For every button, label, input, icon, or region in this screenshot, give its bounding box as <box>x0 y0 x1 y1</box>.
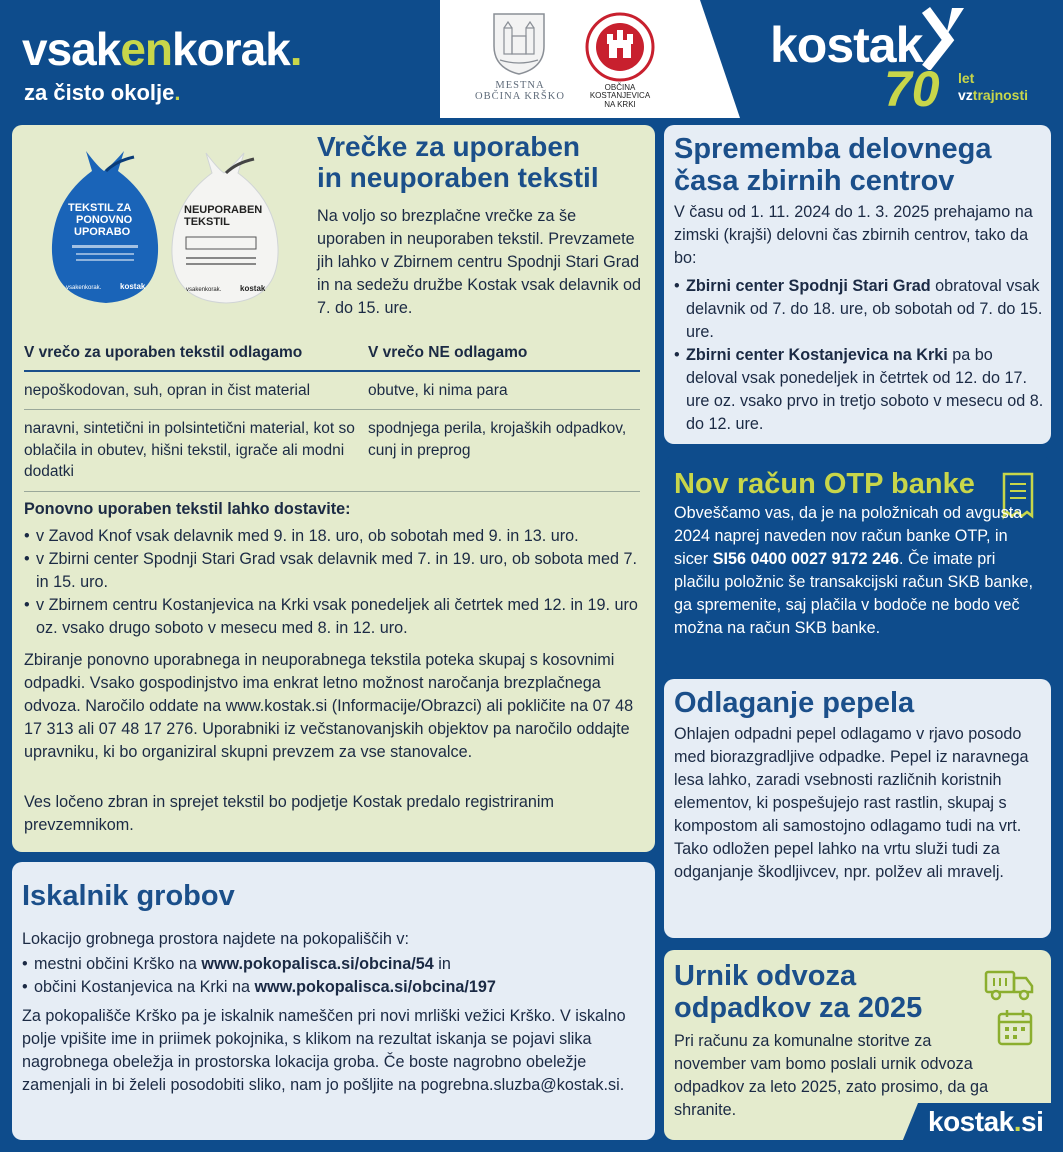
calendar-icon <box>996 1008 1036 1048</box>
list-item: • občini Kostanjevica na Krki na www.pokopalisca.si/obcina/197 <box>22 976 642 999</box>
delivery-list <box>24 525 644 640</box>
otp-bank-card <box>664 456 1051 667</box>
ash-disposal-card <box>664 679 1051 938</box>
grave-finder-card <box>12 862 655 1140</box>
svg-text:UPORABO: UPORABO <box>74 226 131 238</box>
kostak-logo: kostak <box>770 17 923 73</box>
campaign-logo: vsakenkorak. <box>22 23 302 75</box>
svg-text:NEUPORABEN: NEUPORABEN <box>184 204 263 216</box>
working-hours-card <box>664 125 1051 444</box>
svg-text:vsakenkorak.: vsakenkorak. <box>186 287 222 293</box>
anniversary-number: 70 <box>884 61 940 117</box>
working-hours-title: Sprememba delovnega časa zbirnih centrov <box>674 133 992 198</box>
table-cell: nepoškodovan, suh, opran in čist material <box>24 382 311 399</box>
textile-card-title: Vrečke za uporaben in neuporaben tekstil <box>317 131 599 194</box>
ash-disposal-title: Odlaganje pepela <box>674 687 915 719</box>
list-item: • v Zavod Knof vsak delavnik med 9. in 18. uro, ob sobotah med 9. in 13. uro. <box>24 525 644 548</box>
textile-bags-card <box>12 125 655 852</box>
kostanjevica-municipality-label: OBČINA KOSTANJEVICA NA KRKI <box>589 83 651 109</box>
svg-text:TEKSTIL ZA: TEKSTIL ZA <box>68 202 132 214</box>
table-header-not-accepted: V vrečo NE odlagamo <box>368 344 528 361</box>
list-item: • v Zbirnem centru Kostanjevica na Krki vsak ponedeljek ali četrtek med 12. in 19. uro oz. vsako drugo soboto v mesecu med 8. in 12. uro. <box>24 594 644 640</box>
kostak-website-link[interactable]: kostak.si <box>928 1106 1044 1137</box>
collection-schedule-text: Pri računu za komunalne storitve za november vam bomo poslali urnik odvoza odpadkov za leto 2025, zato prosimo, da ga shranite. <box>674 1032 989 1119</box>
delivery-title: Ponovno uporaben tekstil lahko dostavite: <box>24 500 351 518</box>
textile-delivery-section <box>24 498 644 640</box>
otp-bank-title: Nov račun OTP banke <box>674 468 975 500</box>
krsko-municipality-label: MESTNA OBČINA KRŠKO <box>475 80 565 103</box>
list-item: • v Zbirni center Spodnji Stari Grad vsak delavnik med 7. in 19. uro, ob sobota med 7. in 15. uro. <box>24 548 644 594</box>
list-item: • Zbirni center Kostanjevica na Krki pa bo deloval vsak ponedeljek in četrtek od 12. do 17. ure oz. vsako prvo in tretjo soboto v mesecu od 8. do 12. ure. <box>674 344 1044 436</box>
kostanjevica-cemetery-link[interactable]: www.pokopalisca.si/obcina/197 <box>254 978 496 996</box>
list-item: • Zbirni center Spodnji Stari Grad obratoval vsak delavnik od 7. do 18. ure, ob sobotah od 7. do 15. ure. <box>674 275 1044 344</box>
reusable-textile-bag-icon <box>46 149 164 307</box>
grave-finder-list <box>22 953 642 999</box>
svg-text:PONOVNO: PONOVNO <box>76 214 133 226</box>
textile-intro-text: Na voljo so brezplačne vrečke za še uporaben in neuporaben tekstil. Prevzamete jih lahko v Zbirnem centru Spodnji Stari Grad in na sedežu družbe Kostak vsak delavnik od 7. do 15. ure. <box>317 207 641 317</box>
working-hours-intro: V času od 1. 11. 2024 do 1. 3. 2025 prehajamo na zimski (krajši) delovni čas zbirnih centrov, tako da bo: <box>674 203 1033 267</box>
svg-text:vsakenkorak.: vsakenkorak. <box>66 285 102 291</box>
collection-schedule-title: Urnik odvoza odpadkov za 2025 <box>674 960 923 1025</box>
anniversary-trajnosti: vztrajnosti <box>958 87 1029 103</box>
table-cell: naravni, sintetični in polsintetični material, kot so oblačila in obutev, hišni tekstil, igrače ali modni dodatki <box>24 420 355 481</box>
textile-acceptance-table <box>24 340 640 492</box>
table-cell: obutve, ki nima para <box>368 382 508 399</box>
textile-handover-text: Ves ločeno zbran in sprejet tekstil bo podjetje Kostak predalo registriranim prevzemnikom. <box>24 793 554 834</box>
table-row <box>24 372 640 410</box>
header-banner <box>0 0 1063 118</box>
table-row <box>24 410 640 491</box>
table-header-accepted: V vrečo za uporaben tekstil odlagamo <box>24 344 303 361</box>
campaign-tagline: za čisto okolje. <box>24 80 181 105</box>
table-cell: spodnjega perila, krojaških odpadkov, cunj in preprog <box>368 420 627 459</box>
ash-disposal-text: Ohlajen odpadni pepel odlagamo v rjavo posodo med biorazgradljive odpadke. Pepel iz naravnega lesa lahko, zaradi vsebnosti različnih koristnih elementov, ki pospešujejo rast rastlin, skupaj s kompostom ali samostojno odlagamo tudi na vrt. Tako odložen pepel lahko na vrtu služi tudi za odganjanje škodljivcev, npr. polžev ali mravelj. <box>674 725 1029 881</box>
svg-text:TEKSTIL: TEKSTIL <box>184 216 230 228</box>
non-reusable-textile-bag-icon <box>166 151 284 307</box>
garbage-truck-icon <box>984 964 1036 1004</box>
table-header-row <box>24 340 640 372</box>
svg-text:kostak: kostak <box>120 282 146 291</box>
list-item: • mestni občini Krško na www.pokopalisca.si/obcina/54 in <box>22 953 642 976</box>
otp-bank-text: Obveščamo vas, da je na položnicah od avgusta 2024 naprej naveden nov račun banke OTP, in sicer SI56 0400 0027 9172 246. Če imate pri plačilu položnic še transakcijski račun SKB banke, ga spremenite, saj plačila v bodoče ne bodo več možna na račun SKB banke. <box>674 504 1034 637</box>
krsko-cemetery-link[interactable]: www.pokopalisca.si/obcina/54 <box>201 955 434 973</box>
textile-collection-text: Zbiranje ponovno uporabnega in neuporabnega tekstila poteka skupaj s kosovnimi odpadki. Vsako gospodinjstvo ima enkrat letno možnost naročanja brezplačnega odvoza. Naročilo oddate na www.kostak.si (Informacije/Obrazci) ali pokličite na 07 48 17 313 ali 07 48 17 276. Uporabniki iz večstanovanjskih objektov pa naročilo oddajte upravniku, ki bo organiziral skupni prevzem za vse stanovalce. <box>24 651 634 761</box>
grave-finder-text: Za pokopališče Krško pa je iskalnik nameščen pri novi mrliški vežici Krško. V iskalno polje vpišite ime in priimek pokojnika, s klikom na rezultat iskanja se pojavi slika nagrobnega obeležja in prostorska lokacija groba. Če boste nagrobno obeležje zamenjali in bi želeli posodobiti sliko, nam jo pošljite na pogrebna.sluzba@kostak.si. <box>22 1007 626 1094</box>
grave-finder-intro: Lokacijo grobnega prostora najdete na pokopališčih v: <box>22 930 409 948</box>
svg-text:kostak: kostak <box>240 284 266 293</box>
kostanjevica-seal-icon <box>585 12 655 82</box>
otp-iban: SI56 0400 0027 9172 246 <box>712 550 900 568</box>
working-hours-list <box>674 275 1044 436</box>
krsko-coat-of-arms-icon <box>490 10 548 76</box>
anniversary-let: let <box>958 70 975 86</box>
grave-finder-title: Iskalnik grobov <box>22 880 235 912</box>
